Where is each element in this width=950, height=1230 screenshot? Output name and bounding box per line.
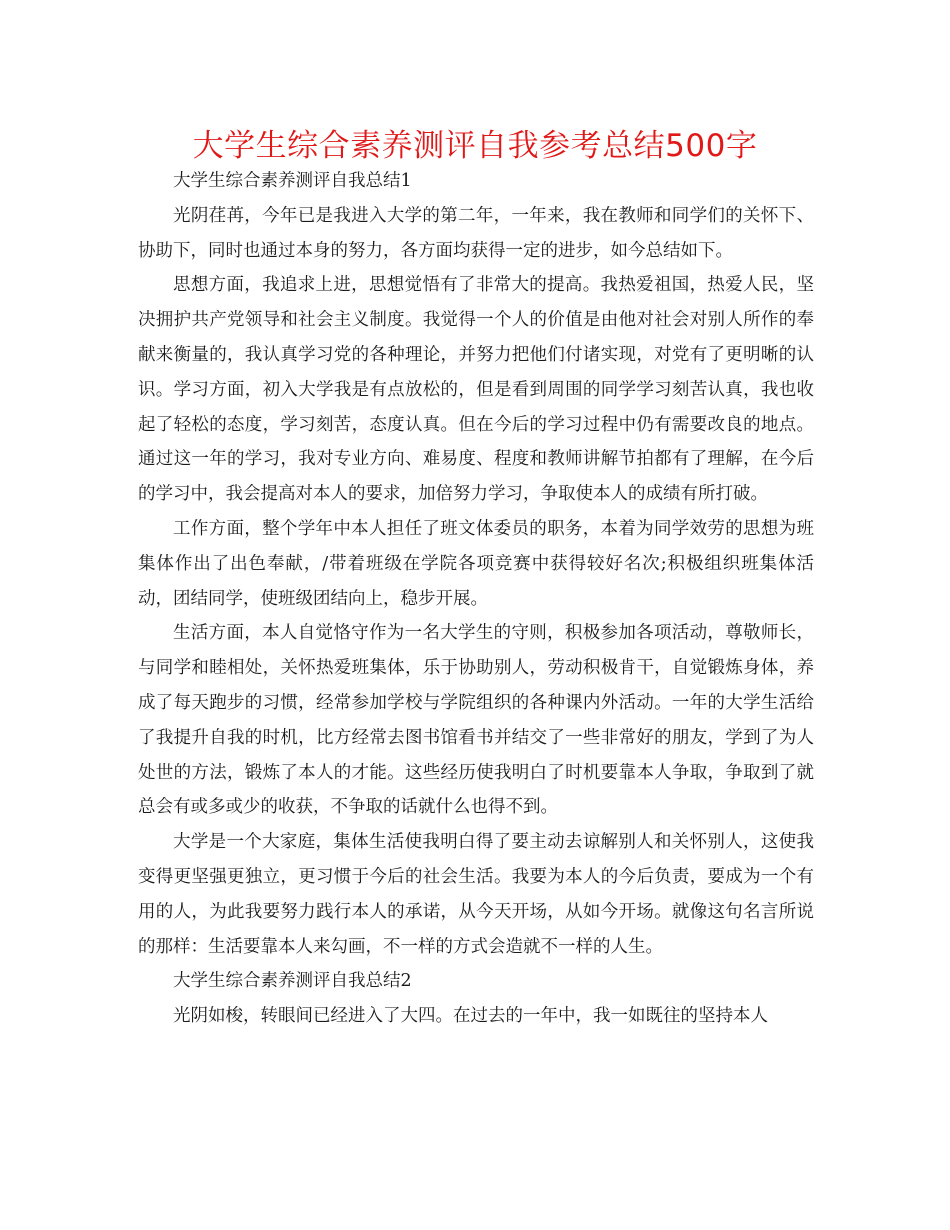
paragraph-conclusion: 大学是一个大家庭，集体生活使我明白得了要主动去谅解别人和关怀别人，这使我变得更坚强更独立，更习惯于今后的社会生活。我要为本人的今后负责，要成为一个有用的人，为此我要努力践行本人的承诺，从今天开场，从如今开场。就像这句名言所说的那样：生活要靠本人来勾画，不一样的方式会造就不一样的人生。	[138, 832, 814, 957]
paragraph-intro: 光阴荏苒，今年已是我进入大学的第二年，一年来，我在教师和同学们的关怀下、协助下，同时也通过本身的努力，各方面均获得一定的进步，如今总结如下。	[138, 205, 814, 261]
document-title: 大学生综合素养测评自我参考总结500字	[192, 128, 758, 164]
document-body	[138, 164, 814, 1034]
paragraph-summary-2-start: 光阴如梭，转眼间已经进入了大四。在过去的一年中，我一如既往的坚持本人	[173, 1006, 768, 1027]
section-heading-1: 大学生综合素养测评自我总结1	[173, 171, 412, 191]
paragraph-work: 工作方面，整个学年中本人担任了班文体委员的职务，本着为同学效劳的思想为班集体作出了出色奉献，/带着班级在学院各项竞赛中获得较好名次;积极组织班集体活动，团结同学，使班级团结向上，稳步开展。	[138, 518, 814, 609]
section-heading-2: 大学生综合素养测评自我总结2	[173, 971, 412, 992]
paragraph-thought-study: 思想方面，我追求上进，思想觉悟有了非常大的提高。我热爱祖国，热爱人民，坚决拥护共产党领导和社会主义制度。我觉得一个人的价值是由他对社会对别人所作的奉献来衡量的，我认真学习党的各种理论，并努力把他们付诸实现，对党有了更明晰的认识。学习方面，初入大学我是有点放松的，但是看到周围的同学学习刻苦认真，我也收起了轻松的态度，学习刻苦，态度认真。但在今后的学习过程中仍有需要改良的地点。通过这一年的学习，我对专业方向、难易度、程度和教师讲解节拍都有了理解，在今后的学习中，我会提高对本人的要求，加倍努力学习，争取使本人的成绩有所打破。	[138, 275, 814, 505]
paragraph-life: 生活方面，本人自觉恪守作为一名大学生的守则，积极参加各项活动，尊敬师长，与同学和睦相处，关怀热爱班集体，乐于协助别人，劳动积极肯干，自觉锻炼身体，养成了每天跑步的习惯，经常参加学校与学院组织的各种课内外活动。一年的大学生活给了我提升自我的时机，比方经常去图书馆看书并结交了一些非常好的朋友，学到了为人处世的方法，锻炼了本人的才能。这些经历使我明白了时机要靠本人争取，争取到了就总会有或多或少的收获，不争取的话就什么也得不到。	[138, 623, 814, 818]
